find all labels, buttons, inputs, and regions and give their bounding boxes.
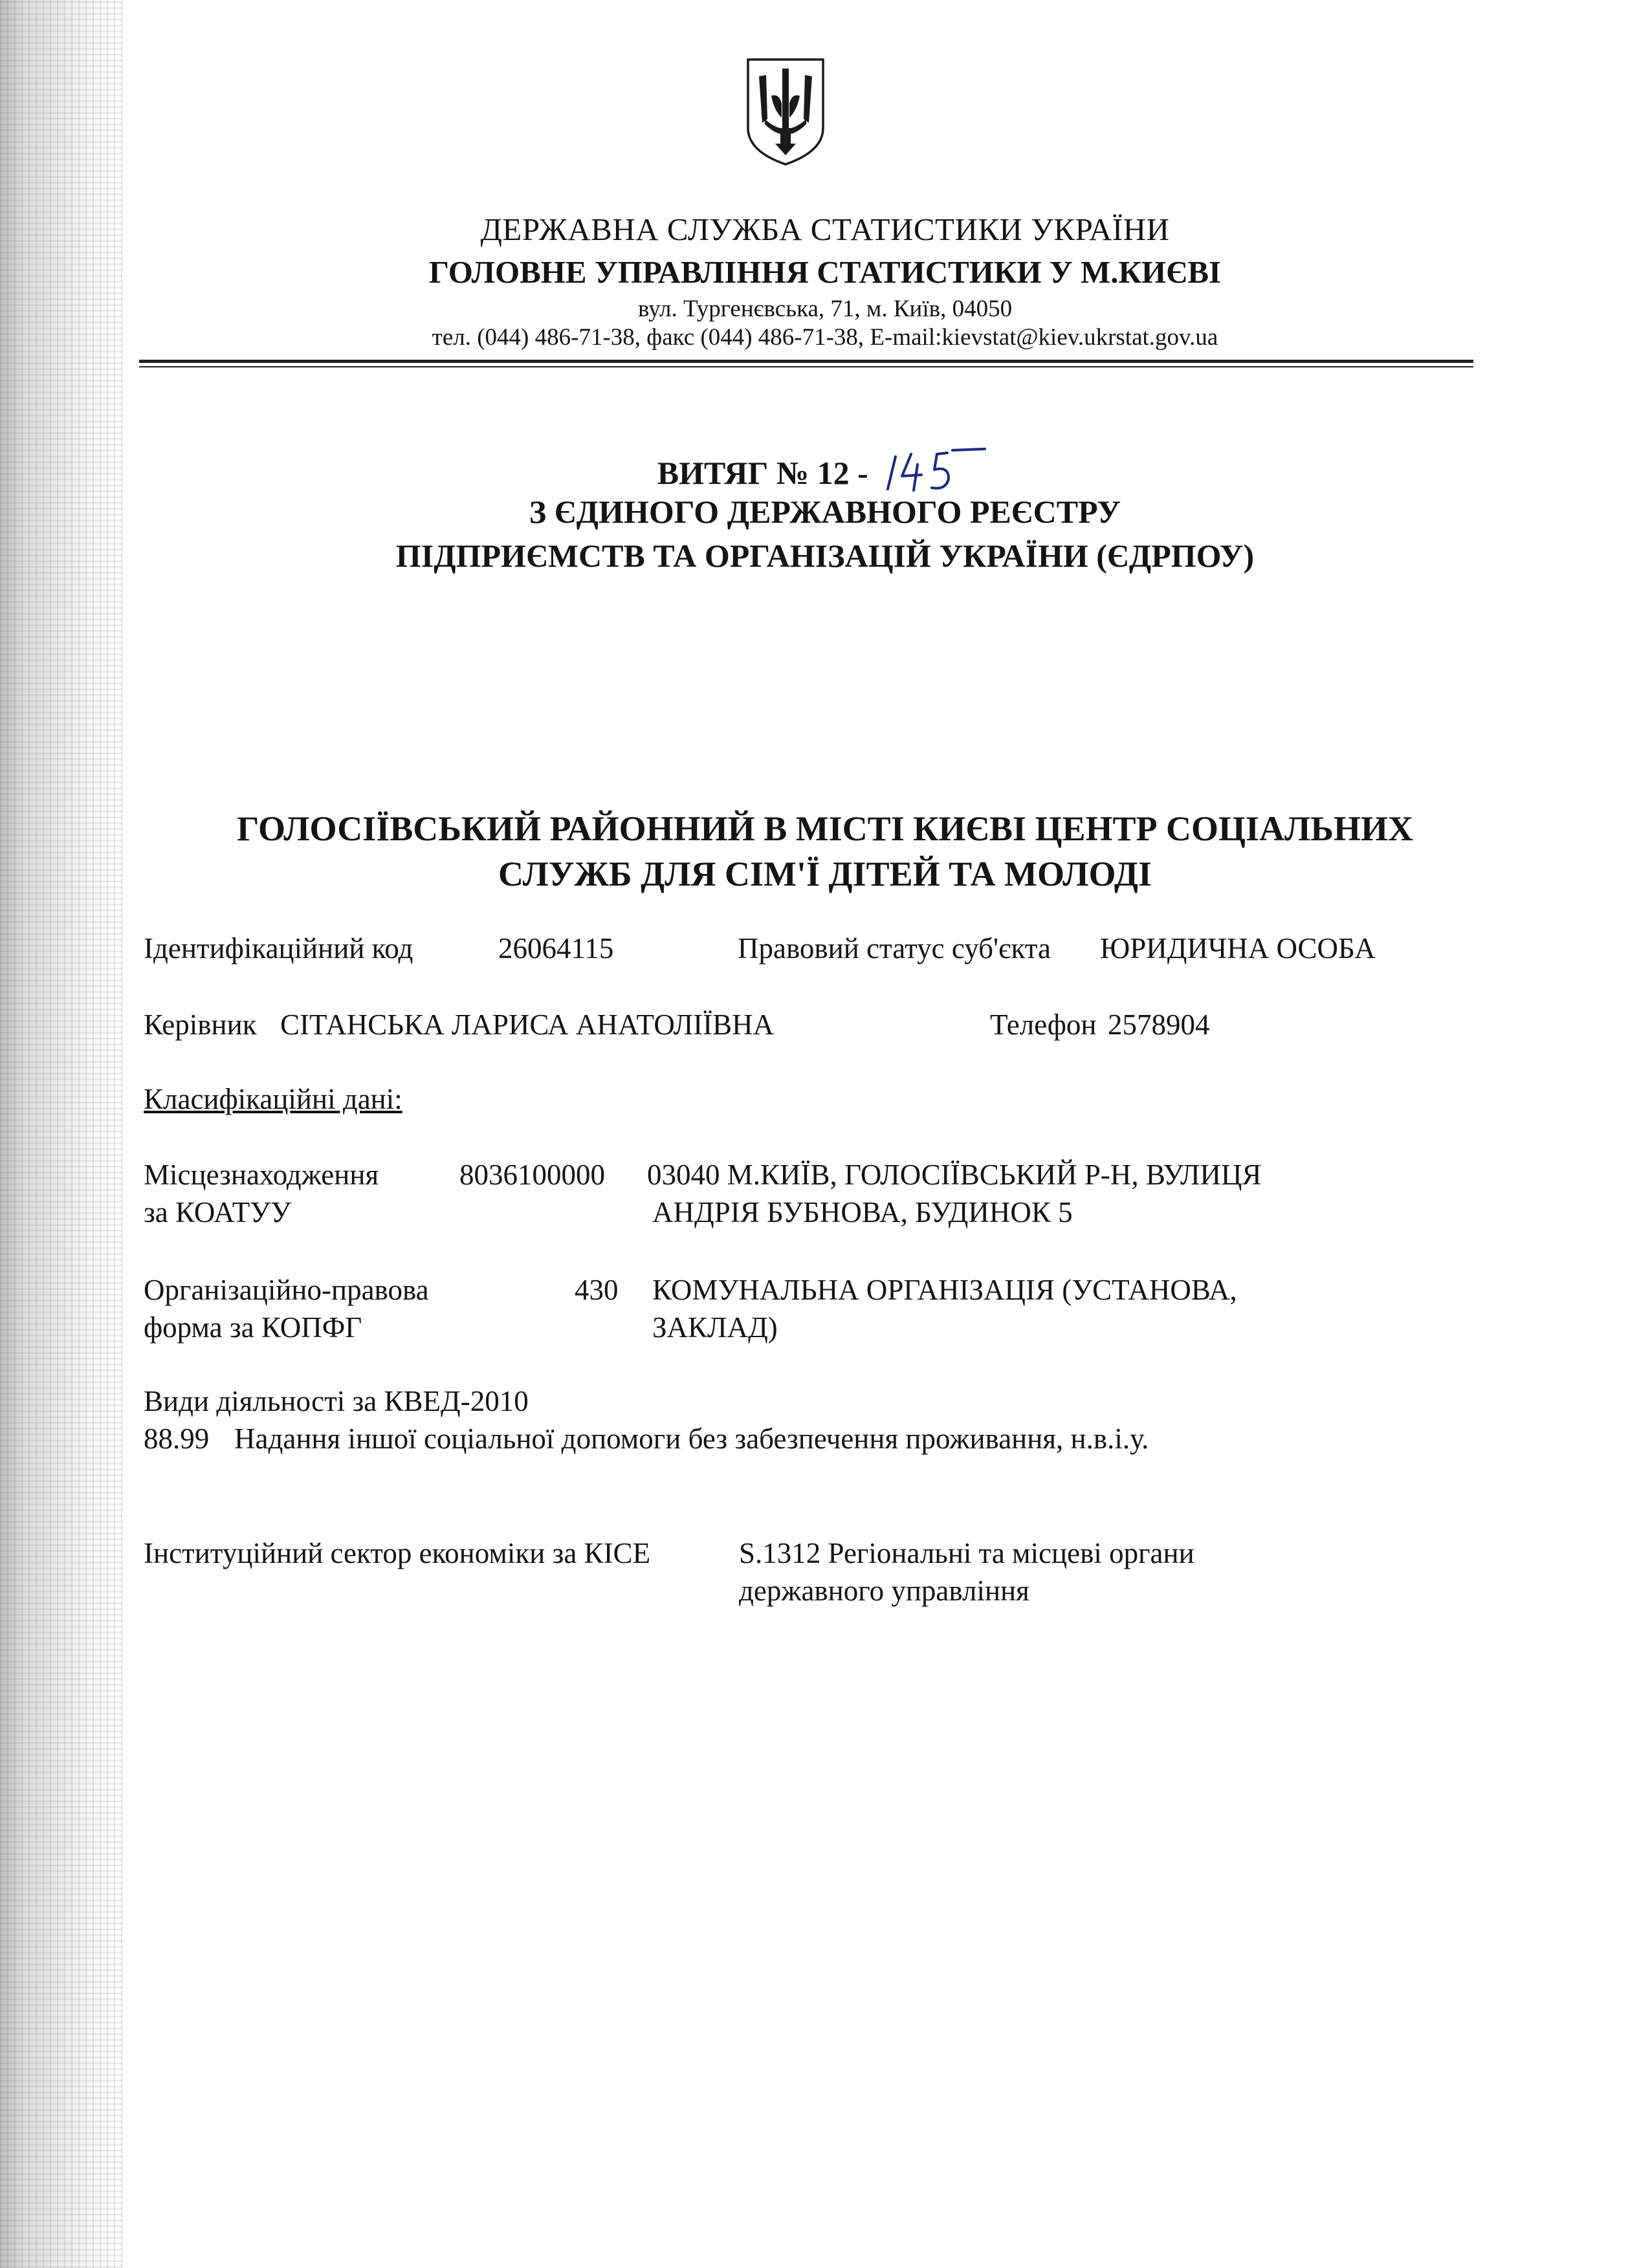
- extract-title-line3: ПІДПРИЄМСТВ ТА ОРГАНІЗАЦІЙ УКРАЇНИ (ЄДРПОУ): [395, 538, 1255, 574]
- head-label: Керівник: [144, 1009, 257, 1041]
- form-value-line1: КОМУНАЛЬНА ОРГАНІЗАЦІЯ (УСТАНОВА,: [652, 1274, 1237, 1306]
- legal-status-label: Правовий статус суб'єкта: [738, 932, 1051, 965]
- agency-name: ДЕРЖАВНА СЛУЖБА СТАТИСТИКИ УКРАЇНИ: [480, 212, 1170, 247]
- department-name: ГОЛОВНЕ УПРАВЛІННЯ СТАТИСТИКИ У М.КИЄВІ: [428, 254, 1222, 290]
- phone-value: 2578904: [1108, 1009, 1210, 1041]
- koatuu-code: 8036100000: [459, 1159, 605, 1191]
- id-code-value: 26064115: [498, 932, 614, 965]
- id-code-label: Ідентифікаційний код: [144, 932, 413, 965]
- organization-name-line1: ГОЛОСІЇВСЬКИЙ РАЙОННИЙ В МІСТІ КИЄВІ ЦЕНТР СОЦІАЛЬНИХ: [236, 809, 1414, 848]
- handwritten-extract-number: [876, 446, 993, 498]
- location-label-line1: Місцезнаходження: [144, 1159, 379, 1191]
- activities-label: Види діяльності за КВЕД-2010: [144, 1385, 529, 1417]
- activity-value: Надання іншої соціальної допомоги без забезпечення проживання, н.в.і.у.: [234, 1423, 1149, 1455]
- legal-status-value: ЮРИДИЧНА ОСОБА: [1100, 932, 1376, 965]
- extract-prefix: ВИТЯГ № 12 -: [657, 455, 868, 491]
- location-value-line2: АНДРІЯ БУБНОВА, БУДИНОК 5: [652, 1196, 1073, 1228]
- classification-heading: Класифікаційні дані:: [144, 1083, 402, 1115]
- header-divider-thin: [139, 366, 1473, 367]
- activity-code: 88.99: [144, 1423, 210, 1455]
- location-label-line2: за КОАТУУ: [144, 1196, 291, 1228]
- organization-name-line2: СЛУЖБ ДЛЯ СІМ'Ї ДІТЕЙ ТА МОЛОДІ: [498, 855, 1152, 893]
- sector-label: Інституційний сектор економіки за КІСЕ: [144, 1537, 651, 1569]
- header-divider: [139, 360, 1473, 363]
- form-label-line2: форма за КОПФГ: [144, 1311, 362, 1344]
- form-label-line1: Організаційно-правова: [144, 1274, 429, 1306]
- head-value: СІТАНСЬКА ЛАРИСА АНАТОЛІЇВНА: [280, 1009, 775, 1041]
- extract-title: [0, 446, 1650, 498]
- form-value-line2: ЗАКЛАД): [652, 1311, 778, 1344]
- sector-value-line2: державного управління: [739, 1575, 1029, 1607]
- trident-emblem-icon: [743, 56, 828, 167]
- agency-contacts: тел. (044) 486-71-38, факс (044) 486-71-38, E-mail:kievstat@kiev.ukrstat.gov.ua: [432, 324, 1218, 351]
- extract-title-line2: З ЄДИНОГО ДЕРЖАВНОГО РЕЄСТРУ: [529, 494, 1121, 530]
- phone-label: Телефон: [990, 1009, 1097, 1041]
- kopfg-code: 430: [575, 1274, 619, 1306]
- location-value-line1: 03040 М.КИЇВ, ГОЛОСІЇВСЬКИЙ Р-Н, ВУЛИЦЯ: [647, 1159, 1262, 1191]
- sector-value-line1: S.1312 Регіональні та місцеві органи: [739, 1537, 1194, 1569]
- agency-address: вул. Тургенєвська, 71, м. Київ, 04050: [637, 296, 1013, 322]
